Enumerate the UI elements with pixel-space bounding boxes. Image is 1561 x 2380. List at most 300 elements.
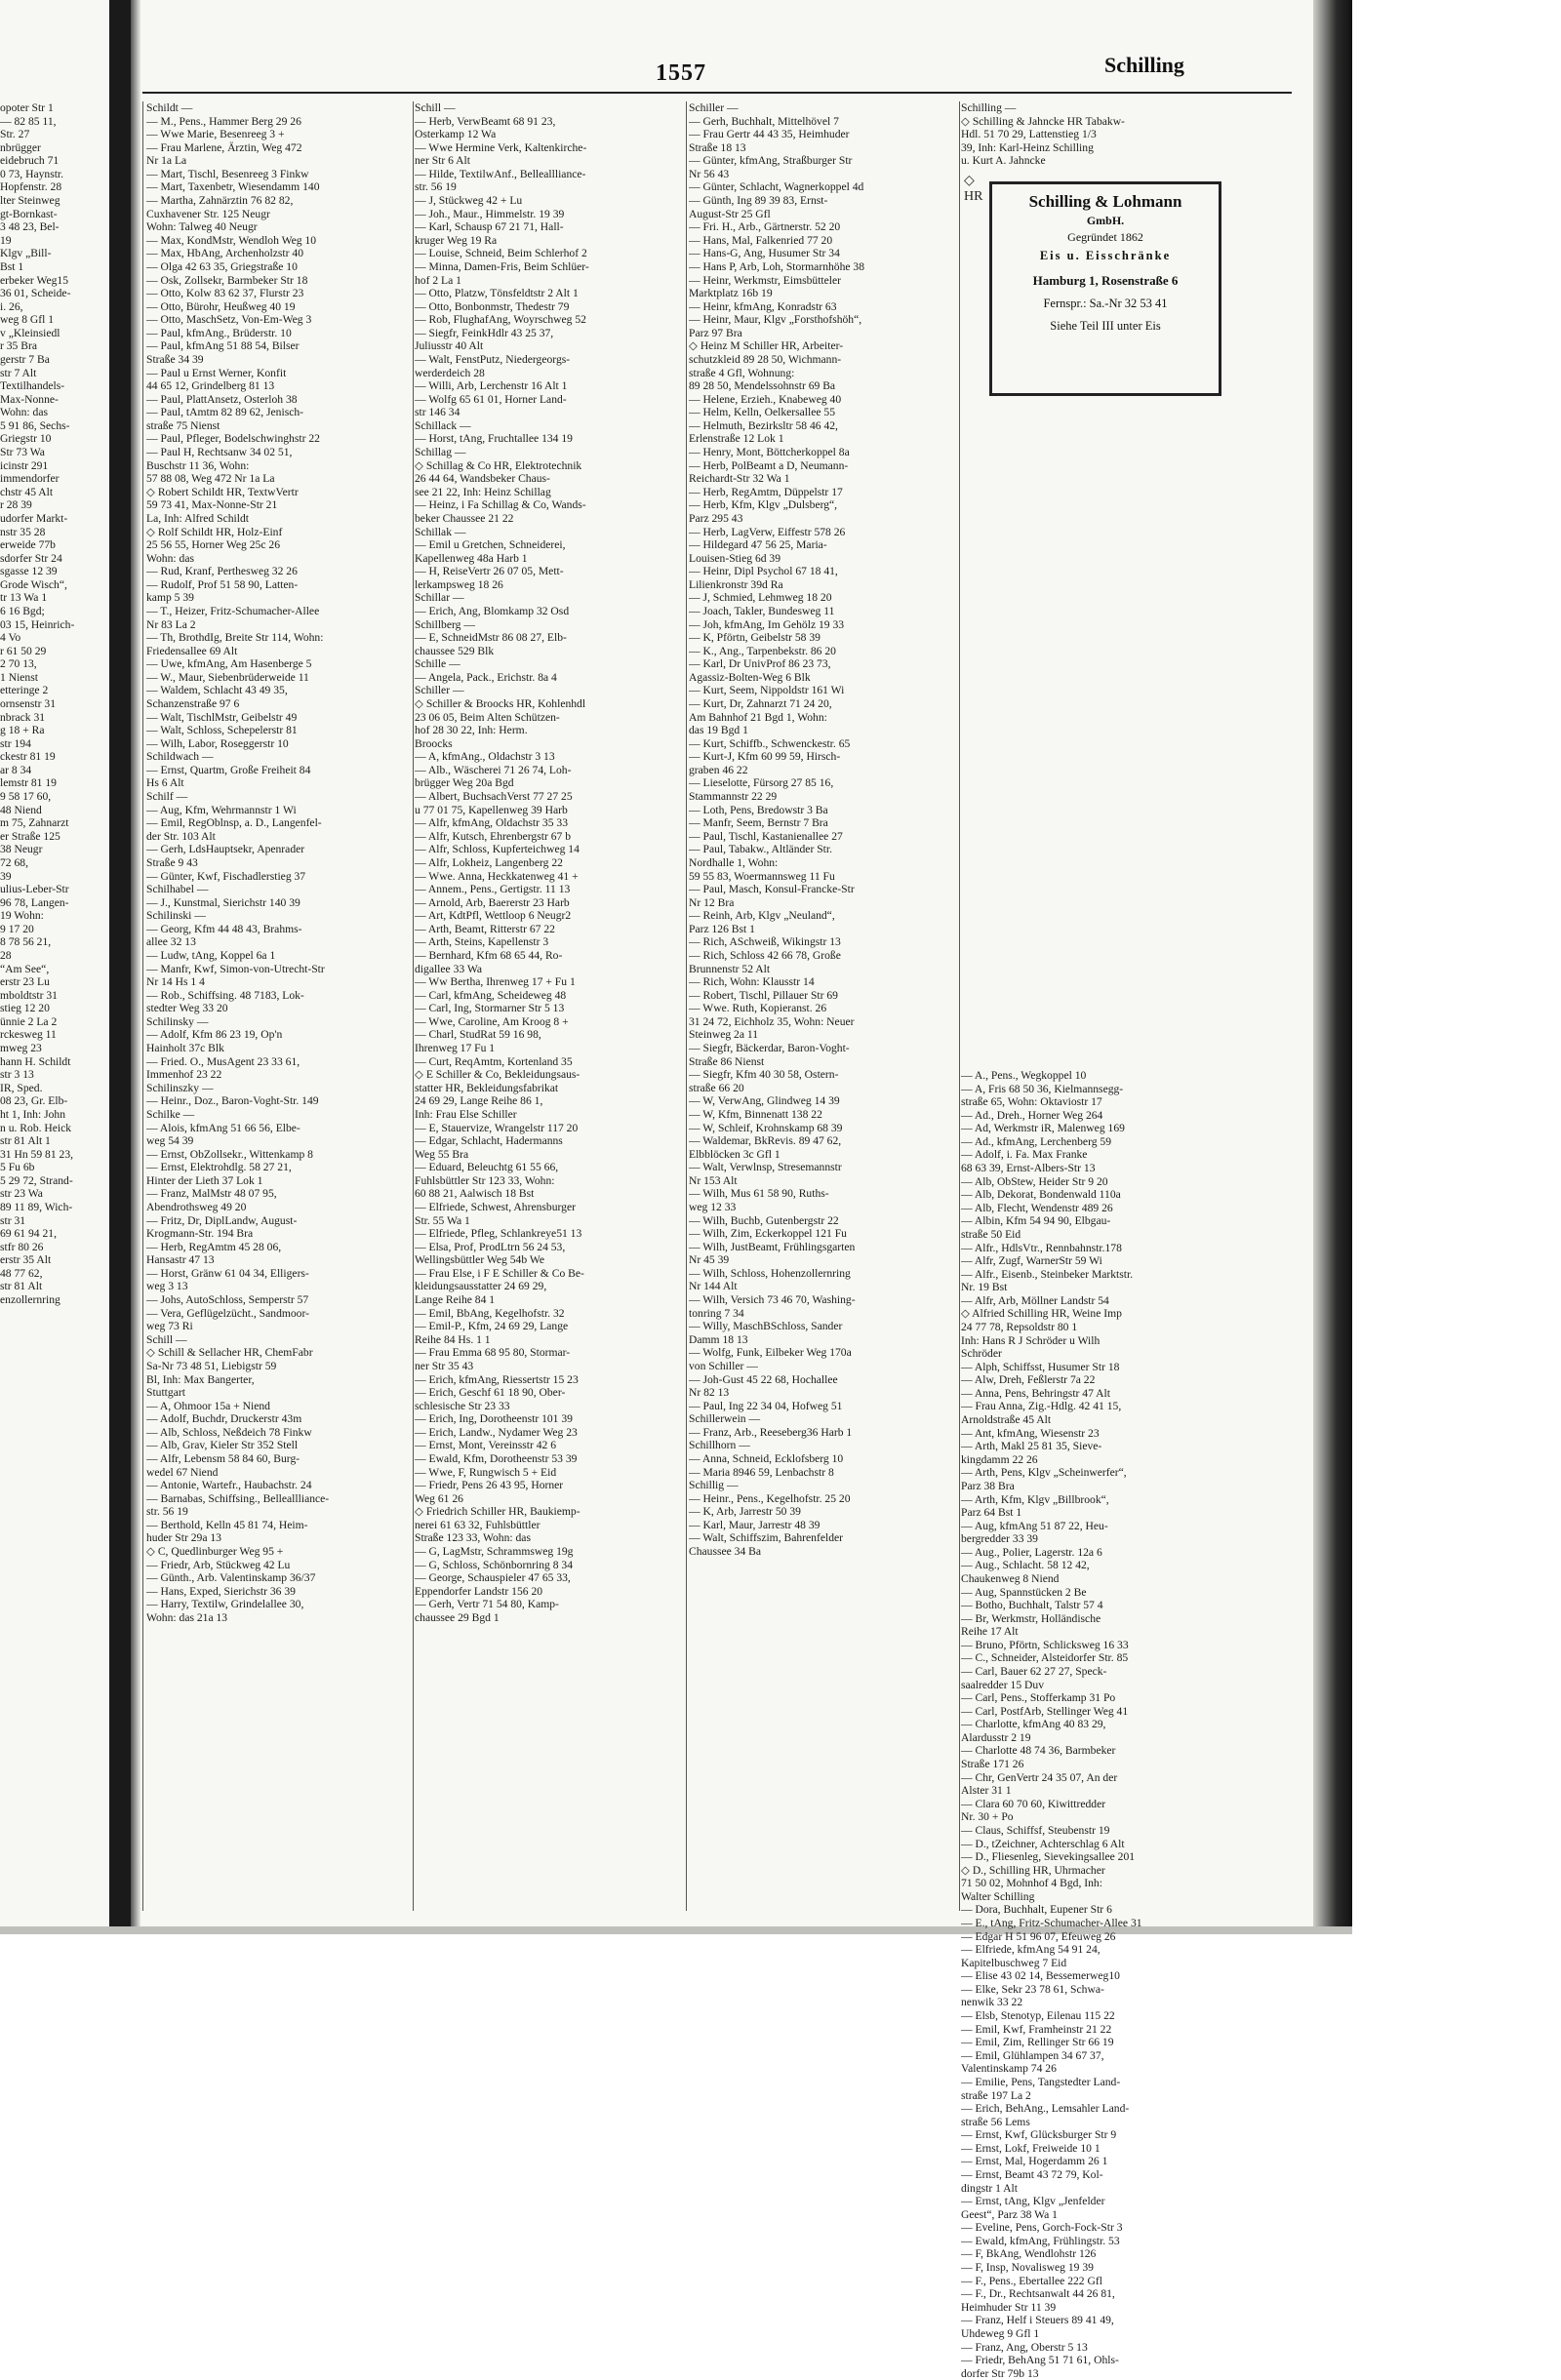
directory-line: Weg 61 26 bbox=[415, 1491, 463, 1505]
directory-line: wedel 67 Niend bbox=[146, 1465, 219, 1479]
directory-line: — W., Maur, Siebenbrüderweide 11 bbox=[146, 670, 309, 684]
directory-line: 39 bbox=[0, 869, 12, 883]
directory-line: — Friedr, Pens 26 43 95, Horner bbox=[415, 1479, 564, 1492]
directory-line: Friedensallee 69 Alt bbox=[146, 644, 238, 657]
directory-line: — Edgar H 51 96 07, Efeuweg 26 bbox=[961, 1929, 1116, 1943]
directory-line: Louisen-Stieg 6d 39 bbox=[689, 551, 781, 565]
directory-line: 59 73 41, Max-Nonne-Str 21 bbox=[146, 498, 278, 512]
directory-line: str 31 bbox=[0, 1213, 26, 1227]
directory-line: — Charl, StudRat 59 16 98, bbox=[415, 1028, 541, 1042]
directory-line: — Wilh, Mus 61 58 90, Ruths- bbox=[689, 1187, 829, 1201]
directory-line: Krogmann-Str. 194 Bra bbox=[146, 1227, 254, 1241]
directory-line: 5 Fu 6b bbox=[0, 1161, 35, 1174]
directory-line: — G, Schloss, Schönbornring 8 34 bbox=[415, 1558, 573, 1571]
page-number: 1557 bbox=[656, 60, 706, 86]
directory-line: Schröder bbox=[961, 1347, 1002, 1361]
directory-line: — M., Pens., Hammer Berg 29 26 bbox=[146, 114, 301, 128]
directory-line: Nr 14 Hs 1 4 bbox=[146, 975, 205, 989]
directory-line: immendorfer bbox=[0, 472, 60, 486]
directory-line: Agassiz-Bolten-Weg 6 Blk bbox=[689, 670, 811, 684]
directory-line: — Emil, BbAng, Kegelhofstr. 32 bbox=[415, 1306, 565, 1320]
directory-line: ◇ Rolf Schildt HR, Holz-Einf bbox=[146, 525, 283, 538]
directory-line: — D., Fliesenleg, Sievekingsallee 201 bbox=[961, 1850, 1136, 1864]
directory-line: Hansastr 47 13 bbox=[146, 1253, 215, 1267]
directory-line: — Elfriede, Pfleg, Schlankreye51 13 bbox=[415, 1227, 582, 1241]
directory-line: — Arth, Pens, Klgv „Scheinwerfer“, bbox=[961, 1466, 1127, 1480]
advertisement-box bbox=[989, 181, 1221, 396]
directory-line: — Carl, PostfArb, Stellinger Weg 41 bbox=[961, 1704, 1129, 1718]
directory-line: — Mart, Tischl, Besenreeg 3 Finkw bbox=[146, 167, 309, 180]
directory-line: — Wilh, Labor, Roseggerstr 10 bbox=[146, 736, 289, 750]
directory-line: 36 01, Scheide- bbox=[0, 287, 71, 300]
directory-line: Straße 171 26 bbox=[961, 1758, 1024, 1771]
directory-line: dorfer Str 79b 13 bbox=[961, 2366, 1039, 2380]
directory-line: — Willy, MaschBSchloss, Sander bbox=[689, 1320, 843, 1333]
directory-line: gerstr 7 Ba bbox=[0, 352, 50, 366]
directory-line: str. 56 19 bbox=[415, 180, 457, 194]
directory-line: chaussee 529 Blk bbox=[415, 644, 495, 657]
directory-line: — Alfr., HdlsVtr., Rennbahnstr.178 bbox=[961, 1241, 1122, 1254]
directory-line: — Johs, AutoSchloss, Semperstr 57 bbox=[146, 1293, 309, 1307]
directory-line: — Edgar, Schlacht, Hadermanns bbox=[415, 1134, 563, 1148]
directory-line: 68 63 39, Ernst-Albers-Str 13 bbox=[961, 1162, 1096, 1175]
directory-line: Nr 1a La bbox=[146, 154, 187, 168]
directory-line: — Arth, Makl 25 81 35, Sieve- bbox=[961, 1440, 1102, 1453]
directory-line: str 194 bbox=[0, 736, 31, 750]
directory-line: — Emil-P., Kfm, 24 69 29, Lange bbox=[415, 1320, 569, 1333]
directory-line: Abendrothsweg 49 20 bbox=[146, 1200, 247, 1213]
directory-line: str 7 Alt bbox=[0, 366, 37, 379]
directory-line: hann H. Schildt bbox=[0, 1054, 71, 1068]
directory-line: — Minna, Damen-Fris, Beim Schlüer- bbox=[415, 259, 589, 273]
directory-line: — Alfr, Kutsch, Ehrenbergstr 67 b bbox=[415, 829, 571, 843]
header-rule bbox=[142, 92, 1292, 94]
directory-line: — Rich, Wohn: Klausstr 14 bbox=[689, 975, 815, 989]
directory-line: sdorfer Str 24 bbox=[0, 551, 62, 565]
directory-line: ◇ Schillag & Co HR, Elektrotechnik bbox=[415, 458, 582, 472]
directory-line: — Ad., kfmAng, Lerchenberg 59 bbox=[961, 1134, 1112, 1148]
directory-line: — Karl, Maur, Jarrestr 48 39 bbox=[689, 1518, 821, 1531]
directory-line: — Emil u Gretchen, Schneiderei, bbox=[415, 538, 566, 552]
directory-line: 3 48 23, Bel- bbox=[0, 220, 60, 234]
directory-line: — Paul, Ing 22 34 04, Hofweg 51 bbox=[689, 1399, 843, 1412]
directory-line: — F, Insp, Novalisweg 19 39 bbox=[961, 2261, 1094, 2275]
directory-line: Str. 55 Wa 1 bbox=[415, 1213, 470, 1227]
directory-line: — Rud, Kranf, Perthesweg 32 26 bbox=[146, 565, 298, 578]
directory-line: — Aug., Schlacht. 58 12 42, bbox=[961, 1559, 1090, 1572]
directory-line: — J, Schmied, Lehmweg 18 20 bbox=[689, 591, 832, 605]
directory-line: — Erich, Landw., Nydamer Weg 23 bbox=[415, 1425, 578, 1439]
directory-line: Hainholt 37c Blk bbox=[146, 1042, 224, 1055]
directory-line: ◇ Schill & Sellacher HR, ChemFabr bbox=[146, 1346, 313, 1360]
directory-line: Arnoldstraße 45 Alt bbox=[961, 1413, 1052, 1427]
directory-line: — Osk, Zollsekr, Barmbeker Str 18 bbox=[146, 273, 308, 287]
directory-line: gt-Bornkast- bbox=[0, 207, 58, 220]
directory-line: 25 56 55, Horner Weg 25c 26 bbox=[146, 538, 280, 552]
directory-line: — Hans P, Arb, Loh, Stormarnhöhe 38 bbox=[689, 259, 865, 273]
directory-line: saalredder 15 Duv bbox=[961, 1678, 1044, 1691]
directory-line: v „Kleinsiedl bbox=[0, 326, 60, 339]
directory-line: Schiller — bbox=[689, 101, 739, 114]
directory-line: — Walt, Verwlnsp, Stresemannstr bbox=[689, 1161, 842, 1174]
directory-line: Kapitelbuschweg 7 Eid bbox=[961, 1956, 1067, 1969]
directory-line: — Manfr, Kwf, Simon-von-Utrecht-Str bbox=[146, 962, 325, 975]
directory-line: — Karl, Dr UnivProf 86 23 73, bbox=[689, 657, 831, 671]
directory-line: — Curt, ReqAmtm, Kortenland 35 bbox=[415, 1054, 573, 1068]
directory-line: — W, Kfm, Binnenatt 138 22 bbox=[689, 1107, 822, 1121]
directory-line: 71 50 02, Mohnhof 4 Bgd, Inh: bbox=[961, 1877, 1102, 1890]
directory-line: — Wwe, F, Rungwisch 5 + Eid bbox=[415, 1465, 557, 1479]
directory-line: — Waldem, Schlacht 43 49 35, bbox=[146, 684, 288, 697]
directory-line: — Ernst, Kwf, Glücksburger Str 9 bbox=[961, 2128, 1117, 2142]
directory-line: — Frau Anna, Zig.-Hdlg. 42 41 15, bbox=[961, 1400, 1122, 1413]
directory-line: 5 91 86, Sechs- bbox=[0, 418, 70, 432]
directory-line: Nr 144 Alt bbox=[689, 1280, 738, 1293]
directory-line: — Georg, Kfm 44 48 43, Brahms- bbox=[146, 922, 302, 935]
directory-line: Elbblöcken 3c Gfl 1 bbox=[689, 1147, 780, 1161]
directory-line: — Bernhard, Kfm 68 65 44, Ro- bbox=[415, 949, 563, 962]
directory-line: Lilienkronstr 39d Ra bbox=[689, 577, 783, 591]
directory-line: Am Bahnhof 21 Bgd 1, Wohn: bbox=[689, 710, 827, 724]
directory-line: Schilhabel — bbox=[146, 883, 209, 896]
directory-line: — Gerh, Buchhalt, Mittelhövel 7 bbox=[689, 114, 839, 128]
directory-line: str 23 Wa bbox=[0, 1187, 43, 1201]
running-head: Schilling bbox=[1104, 53, 1184, 77]
directory-line: lemstr 81 19 bbox=[0, 776, 57, 790]
directory-line: — K, Pförtn, Geibelstr 58 39 bbox=[689, 631, 821, 645]
directory-line: — Alfr., Eisenb., Steinbeker Marktstr. bbox=[961, 1267, 1134, 1281]
directory-line: Schill — bbox=[146, 1332, 187, 1346]
directory-line: — Claus, Schiffsf, Steubenstr 19 bbox=[961, 1823, 1110, 1837]
directory-line: — Hans, Exped, Sierichstr 36 39 bbox=[146, 1584, 296, 1598]
directory-line: Nordhalle 1, Wohn: bbox=[689, 855, 779, 869]
directory-line: Schillberg — bbox=[415, 617, 475, 631]
directory-line: — Erich, Geschf 61 18 90, Ober- bbox=[415, 1386, 566, 1400]
directory-line: — Th, BrothdIg, Breite Str 114, Wohn: bbox=[146, 631, 324, 645]
directory-line: 96 78, Langen- bbox=[0, 895, 69, 909]
directory-line: Hinter der Lieth 37 Lok 1 bbox=[146, 1173, 263, 1187]
directory-line: — Elsa, Prof, ProdLtrn 56 24 53, bbox=[415, 1240, 566, 1253]
directory-line: m 75, Zahnarzt bbox=[0, 816, 69, 830]
directory-line: — Siegfr, Kfm 40 30 58, Ostern- bbox=[689, 1068, 839, 1082]
directory-line: straße 75 Nienst bbox=[146, 418, 220, 432]
directory-line: — Eduard, Beleuchtg 61 55 66, bbox=[415, 1161, 559, 1174]
directory-line: — Wilh, Schloss, Hohenzollernring bbox=[689, 1266, 851, 1280]
directory-line: 38 Neugr bbox=[0, 843, 43, 856]
directory-line: — Günter, Schlacht, Wagnerkoppel 4d bbox=[689, 180, 864, 194]
directory-line: — Alb, Flecht, Wendenstr 489 26 bbox=[961, 1201, 1113, 1214]
directory-line: — Herb, Kfm, Klgv „Dulsberg“, bbox=[689, 498, 838, 512]
directory-line: str 3 13 bbox=[0, 1068, 34, 1082]
directory-line: — Ernst, Lokf, Freiweide 10 1 bbox=[961, 2141, 1101, 2155]
directory-line: — Franz, Arb., Reeseberg36 Harb 1 bbox=[689, 1425, 853, 1439]
directory-line: hof 28 30 22, Inh: Herm. bbox=[415, 724, 528, 737]
directory-line: — E, SchneidMstr 86 08 27, Elb- bbox=[415, 631, 567, 645]
directory-line: — Kurt, Schiffb., Schwenckestr. 65 bbox=[689, 736, 851, 750]
directory-line: — Otto, Platzw, Tönsfeldtstr 2 Alt 1 bbox=[415, 287, 579, 300]
directory-line: Nr. 19 Bst bbox=[961, 1281, 1008, 1294]
page-edge bbox=[1313, 0, 1352, 1926]
directory-line: Klgv „Bill- bbox=[0, 247, 52, 260]
directory-line: enzollernring bbox=[0, 1293, 60, 1307]
directory-line: Uhdeweg 9 Gfl 1 bbox=[961, 2326, 1040, 2340]
directory-line: — Carl, Ing, Stormarner Str 5 13 bbox=[415, 1002, 565, 1015]
directory-line: — F, BkAng, Wendlohstr 126 bbox=[961, 2247, 1097, 2261]
directory-line: weg 73 Ri bbox=[146, 1320, 193, 1333]
directory-line: — Anna, Pens, Behringstr 47 Alt bbox=[961, 1386, 1110, 1400]
directory-line: str 81 Alt bbox=[0, 1280, 43, 1293]
directory-line: — Rich, Schloss 42 66 78, Große bbox=[689, 949, 841, 962]
column-4-top bbox=[961, 101, 1210, 168]
directory-line: 03 15, Heinrich- bbox=[0, 617, 75, 631]
directory-line: erbeker Weg15 bbox=[0, 273, 68, 287]
directory-line: Schillag — bbox=[415, 446, 466, 459]
directory-line: der Str. 103 Alt bbox=[146, 829, 216, 843]
directory-line: — Arth, Beamt, Ritterstr 67 22 bbox=[415, 922, 555, 935]
directory-line: ◇ Schilling & Jahncke HR Tabakw- bbox=[961, 114, 1125, 128]
directory-line: — Rob, FlughafAng, Woyrschweg 52 bbox=[415, 313, 586, 327]
directory-line: — K., Ang., Tarpenbekstr. 86 20 bbox=[689, 644, 836, 657]
directory-line: mboldtstr 31 bbox=[0, 988, 58, 1002]
directory-line: Schillack — bbox=[415, 418, 471, 432]
directory-line: — G, LagMstr, Schrammsweg 19g bbox=[415, 1545, 574, 1559]
directory-line: u. Kurt A. Jahncke bbox=[961, 154, 1046, 168]
directory-line: — Otto, Kolw 83 62 37, Flurstr 23 bbox=[146, 287, 304, 300]
directory-line: Nr 45 39 bbox=[689, 1253, 730, 1267]
column-left-fragment bbox=[0, 101, 105, 1307]
column-1 bbox=[146, 101, 412, 1624]
directory-line: statter HR, Bekleidungsfabrikat bbox=[415, 1081, 559, 1094]
directory-line: — Erich, BehAng., Lemsahler Land- bbox=[961, 2102, 1130, 2116]
directory-line: — Heinr, kfmAng, Konradstr 63 bbox=[689, 299, 837, 313]
directory-line: — Hans-G, Ang, Husumer Str 34 bbox=[689, 247, 840, 260]
directory-line: La, Inh: Alfred Schildt bbox=[146, 511, 249, 525]
directory-line: Nr 83 La 2 bbox=[146, 617, 196, 631]
directory-line: — Günter, kfmAng, Straßburger Str bbox=[689, 154, 853, 168]
column-divider bbox=[959, 101, 960, 1911]
directory-line: bergredder 33 39 bbox=[961, 1532, 1038, 1546]
directory-line: — Bruno, Pförtn, Schlicksweg 16 33 bbox=[961, 1638, 1129, 1651]
directory-line: Schill — bbox=[415, 101, 456, 114]
directory-line: — Alfr, kfmAng, Oldachstr 35 33 bbox=[415, 816, 568, 830]
directory-line: — Ad, Werkmstr iR, Malenweg 169 bbox=[961, 1122, 1125, 1135]
directory-line: — Alb, Schloss, Neßdeich 78 Finkw bbox=[146, 1425, 312, 1439]
directory-line: — A, Fris 68 50 36, Kielmannsegg- bbox=[961, 1082, 1124, 1095]
directory-line: 60 88 21, Aalwisch 18 Bst bbox=[415, 1187, 535, 1201]
directory-line: — D., tZeichner, Achterschlag 6 Alt bbox=[961, 1837, 1125, 1850]
directory-line: r 61 50 29 bbox=[0, 644, 47, 657]
directory-line: — Albin, Kfm 54 94 90, Elbgau- bbox=[961, 1214, 1111, 1228]
directory-line: — Wwe Hermine Verk, Kaltenkirche- bbox=[415, 140, 587, 154]
directory-line: — Alb., Wäscherei 71 26 74, Loh- bbox=[415, 763, 572, 776]
directory-line: 1 Nienst bbox=[0, 670, 38, 684]
directory-line: — Erich, Ing, Dorotheenstr 101 39 bbox=[415, 1412, 573, 1426]
directory-line: 5 29 72, Strand- bbox=[0, 1173, 73, 1187]
directory-line: weg 3 13 bbox=[146, 1280, 188, 1293]
directory-line: — Helm, Kelln, Oelkersallee 55 bbox=[689, 406, 836, 419]
directory-line: — Hildegard 47 56 25, Maria- bbox=[689, 538, 827, 552]
directory-line: — Paul, kfmAng 51 88 54, Bilser bbox=[146, 339, 300, 353]
column-divider bbox=[142, 101, 143, 1911]
ad-legal-form: GmbH. bbox=[1086, 214, 1125, 227]
directory-line: — Herb, PolBeamt a D, Neumann- bbox=[689, 458, 849, 472]
directory-line: — T., Heizer, Fritz-Schumacher-Allee bbox=[146, 604, 320, 617]
directory-line: — Adolf, i. Fa. Max Franke bbox=[961, 1148, 1088, 1162]
directory-line: — Emil, Zim, Rellinger Str 66 19 bbox=[961, 2036, 1114, 2049]
directory-line: 23 06 05, Beim Alten Schützen- bbox=[415, 710, 560, 724]
directory-line: — Rich, ASchweiß, Wikingstr 13 bbox=[689, 935, 841, 949]
directory-line: Nr. 30 + Po bbox=[961, 1810, 1014, 1824]
directory-line: — Emil, Kwf, Framheinstr 21 22 bbox=[961, 2022, 1112, 2036]
directory-line: 39, Inh: Karl-Heinz Schilling bbox=[961, 140, 1094, 154]
directory-line: — Erich, kfmAng, Riessertstr 15 23 bbox=[415, 1372, 579, 1386]
directory-line: — Ad., Dreh., Horner Weg 264 bbox=[961, 1108, 1103, 1122]
directory-line: — Max, HbAng, Archenholzstr 40 bbox=[146, 247, 303, 260]
directory-line: u 77 01 75, Kapellenweg 39 Harb bbox=[415, 803, 568, 816]
directory-line: — A., Pens., Wegkoppel 10 bbox=[961, 1069, 1087, 1082]
directory-line: ◇ Friedrich Schiller HR, Baukiemp- bbox=[415, 1505, 580, 1519]
directory-line: — Alfr, Zugf, WarnerStr 59 Wi bbox=[961, 1254, 1102, 1268]
directory-line: — Hilde, TextilwAnf., Belleallliance- bbox=[415, 167, 586, 180]
directory-line: — Clara 60 70 60, Kiwittredder bbox=[961, 1797, 1106, 1810]
directory-line: rckesweg 11 bbox=[0, 1028, 57, 1042]
directory-line: — Paul, PlattAnsetz, Osterloh 38 bbox=[146, 392, 298, 406]
directory-line: — Walt, Schloss, Schepelerstr 81 bbox=[146, 724, 298, 737]
directory-line: Schilke — bbox=[146, 1107, 195, 1121]
directory-line: — W, VerwAng, Glindweg 14 39 bbox=[689, 1094, 840, 1108]
directory-line: Schilinski — bbox=[146, 909, 206, 923]
directory-line: — Herb, LagVerw, Eiffestr 578 26 bbox=[689, 525, 846, 538]
directory-line: 31 24 72, Eichholz 35, Wohn: Neuer bbox=[689, 1014, 855, 1028]
directory-line: Schilinsky — bbox=[146, 1014, 209, 1028]
directory-line: opoter Str 1 bbox=[0, 101, 54, 114]
directory-line: Str 73 Wa bbox=[0, 446, 45, 459]
directory-line: Buschstr 11 36, Wohn: bbox=[146, 458, 250, 472]
directory-line: Schillhorn — bbox=[689, 1439, 750, 1452]
directory-line: — Heinr., Pens., Kegelhofstr. 25 20 bbox=[689, 1491, 851, 1505]
directory-line: chaussee 29 Bgd 1 bbox=[415, 1610, 500, 1624]
directory-line: nbrügger bbox=[0, 140, 41, 154]
directory-line: — Lieselotte, Fürsorg 27 85 16, bbox=[689, 776, 834, 790]
directory-line: — Gerh, LdsHauptsekr, Apenrader bbox=[146, 843, 305, 856]
directory-line: — Aug, kfmAng 51 87 22, Heu- bbox=[961, 1519, 1108, 1532]
directory-line: icinstr 291 bbox=[0, 458, 49, 472]
directory-line: — Hans, Mal, Falkenried 77 20 bbox=[689, 233, 833, 247]
directory-line: 4 Vo bbox=[0, 631, 21, 645]
column-3 bbox=[689, 101, 958, 1559]
directory-line: beker Chaussee 21 22 bbox=[415, 511, 514, 525]
directory-line: 48 77 62, bbox=[0, 1266, 43, 1280]
directory-line: — Frau Emma 68 95 80, Stormar- bbox=[415, 1346, 571, 1360]
directory-line: — Wwe. Anna, Heckkatenweg 41 + bbox=[415, 869, 579, 883]
directory-line: 57 88 08, Weg 472 Nr 1a La bbox=[146, 472, 275, 486]
directory-line: Nr 153 Alt bbox=[689, 1173, 738, 1187]
directory-line: straße 66 20 bbox=[689, 1081, 744, 1094]
directory-line: mweg 23 bbox=[0, 1042, 42, 1055]
directory-line: brügger Weg 20a Bgd bbox=[415, 776, 514, 790]
directory-line: Parz 38 Bra bbox=[961, 1479, 1015, 1492]
directory-line: ner Str 6 Alt bbox=[415, 154, 471, 168]
directory-line: — 82 85 11, bbox=[0, 114, 57, 128]
directory-line: 19 bbox=[0, 233, 12, 247]
directory-line: 89 28 50, Mendelssohnstr 69 Ba bbox=[689, 379, 836, 393]
directory-line: — J., Kunstmal, Sierichstr 140 39 bbox=[146, 895, 300, 909]
directory-line: — Arnold, Arb, Baererstr 23 Harb bbox=[415, 895, 570, 909]
directory-line: Walter Schilling bbox=[961, 1889, 1035, 1903]
directory-line: — Alois, kfmAng 51 66 56, Elbe- bbox=[146, 1121, 300, 1134]
directory-line: Schildwach — bbox=[146, 750, 214, 764]
directory-line: — Albert, BuchsachVerst 77 27 25 bbox=[415, 790, 573, 804]
directory-line: — Emilie, Pens, Tangstedter Land- bbox=[961, 2075, 1121, 2088]
directory-line: Parz 126 Bst 1 bbox=[689, 922, 755, 935]
directory-line: — Kurt, Seem, Nippoldstr 161 Wi bbox=[689, 684, 845, 697]
directory-line: Osterkamp 12 Wa bbox=[415, 128, 497, 141]
directory-line: — Henry, Mont, Böttcherkoppel 8a bbox=[689, 446, 850, 459]
directory-line: — C., Schneider, Alsteidorfer Str. 85 bbox=[961, 1651, 1129, 1665]
directory-line: — Frau Gertr 44 43 35, Heimhuder bbox=[689, 128, 850, 141]
directory-line: — H, ReiseVertr 26 07 05, Mett- bbox=[415, 565, 564, 578]
directory-line: nbrack 31 bbox=[0, 710, 46, 724]
directory-line: nenwik 33 22 bbox=[961, 1996, 1023, 2009]
directory-line: — Paul, kfmAng., Brüderstr. 10 bbox=[146, 326, 292, 339]
column-divider bbox=[686, 101, 687, 1911]
directory-line: Schilling — bbox=[961, 101, 1017, 114]
directory-line: digallee 33 Wa bbox=[415, 962, 483, 975]
directory-line: tr 13 Wa 1 bbox=[0, 591, 48, 605]
directory-line: r 28 39 bbox=[0, 498, 32, 512]
directory-line: — K, Arb, Jarrestr 50 39 bbox=[689, 1505, 801, 1519]
directory-line: nstr 35 28 bbox=[0, 525, 46, 538]
directory-line: Damm 18 13 bbox=[689, 1332, 748, 1346]
directory-line: kruger Weg 19 Ra bbox=[415, 233, 498, 247]
directory-line: — Wolfg 65 61 01, Horner Land- bbox=[415, 392, 567, 406]
directory-line: 08 23, Gr. Elb- bbox=[0, 1094, 68, 1108]
directory-line: — Barnabas, Schiffsing., Belleallliance- bbox=[146, 1491, 330, 1505]
directory-line: — Adolf, Buchdr, Druckerstr 43m bbox=[146, 1412, 302, 1426]
directory-line: Parz 64 Bst 1 bbox=[961, 1506, 1022, 1520]
directory-line: stieg 12 20 bbox=[0, 1002, 50, 1015]
directory-line: Straße 123 33, Wohn: das bbox=[415, 1531, 531, 1545]
directory-line: — Ernst, Mont, Vereinsstr 42 6 bbox=[415, 1439, 557, 1452]
directory-line: — Heinr, Maur, Klgv „Forsthofshöh“, bbox=[689, 313, 862, 327]
directory-line: etteringe 2 bbox=[0, 684, 49, 697]
directory-line: — Angela, Pack., Erichstr. 8a 4 bbox=[415, 670, 557, 684]
directory-line: Alardusstr 2 19 bbox=[961, 1730, 1031, 1744]
directory-line: Fuhlsbüttler Str 123 33, Wohn: bbox=[415, 1173, 555, 1187]
directory-line: — Chr, GenVertr 24 35 07, An der bbox=[961, 1770, 1118, 1784]
directory-line: chstr 45 Alt bbox=[0, 485, 54, 498]
directory-line: — Carl, kfmAng, Scheideweg 48 bbox=[415, 988, 567, 1002]
directory-line: ◇ Heinz M Schiller HR, Arbeiter- bbox=[689, 339, 844, 353]
directory-line: “Am See“, bbox=[0, 962, 50, 975]
directory-line: — Herb, VerwBeamt 68 91 23, bbox=[415, 114, 556, 128]
directory-line: ulius-Leber-Str bbox=[0, 883, 69, 896]
directory-line: — J, Stückweg 42 + Lu bbox=[415, 194, 523, 208]
directory-line: ornsenstr 31 bbox=[0, 697, 56, 711]
directory-line: werderdeich 28 bbox=[415, 366, 485, 379]
directory-line: Hs 6 Alt bbox=[146, 776, 184, 790]
directory-line: 9 58 17 60, bbox=[0, 790, 52, 804]
directory-line: ◇ D., Schilling HR, Uhrmacher bbox=[961, 1863, 1105, 1877]
directory-line: — Gerh, Vertr 71 54 80, Kamp- bbox=[415, 1598, 559, 1611]
directory-line: Straße 86 Nienst bbox=[689, 1054, 765, 1068]
directory-line: — Wwe. Ruth, Kopieranst. 26 bbox=[689, 1002, 827, 1015]
directory-line: — E., tAng, Fritz-Schumacher-Allee 31 bbox=[961, 1917, 1142, 1929]
directory-line: straße 50 Eid bbox=[961, 1227, 1021, 1241]
directory-line: Wohn: das 21a 13 bbox=[146, 1610, 228, 1624]
directory-line: 44 65 12, Grindelberg 81 13 bbox=[146, 379, 275, 393]
directory-line: Chaussee 34 Ba bbox=[689, 1545, 762, 1559]
